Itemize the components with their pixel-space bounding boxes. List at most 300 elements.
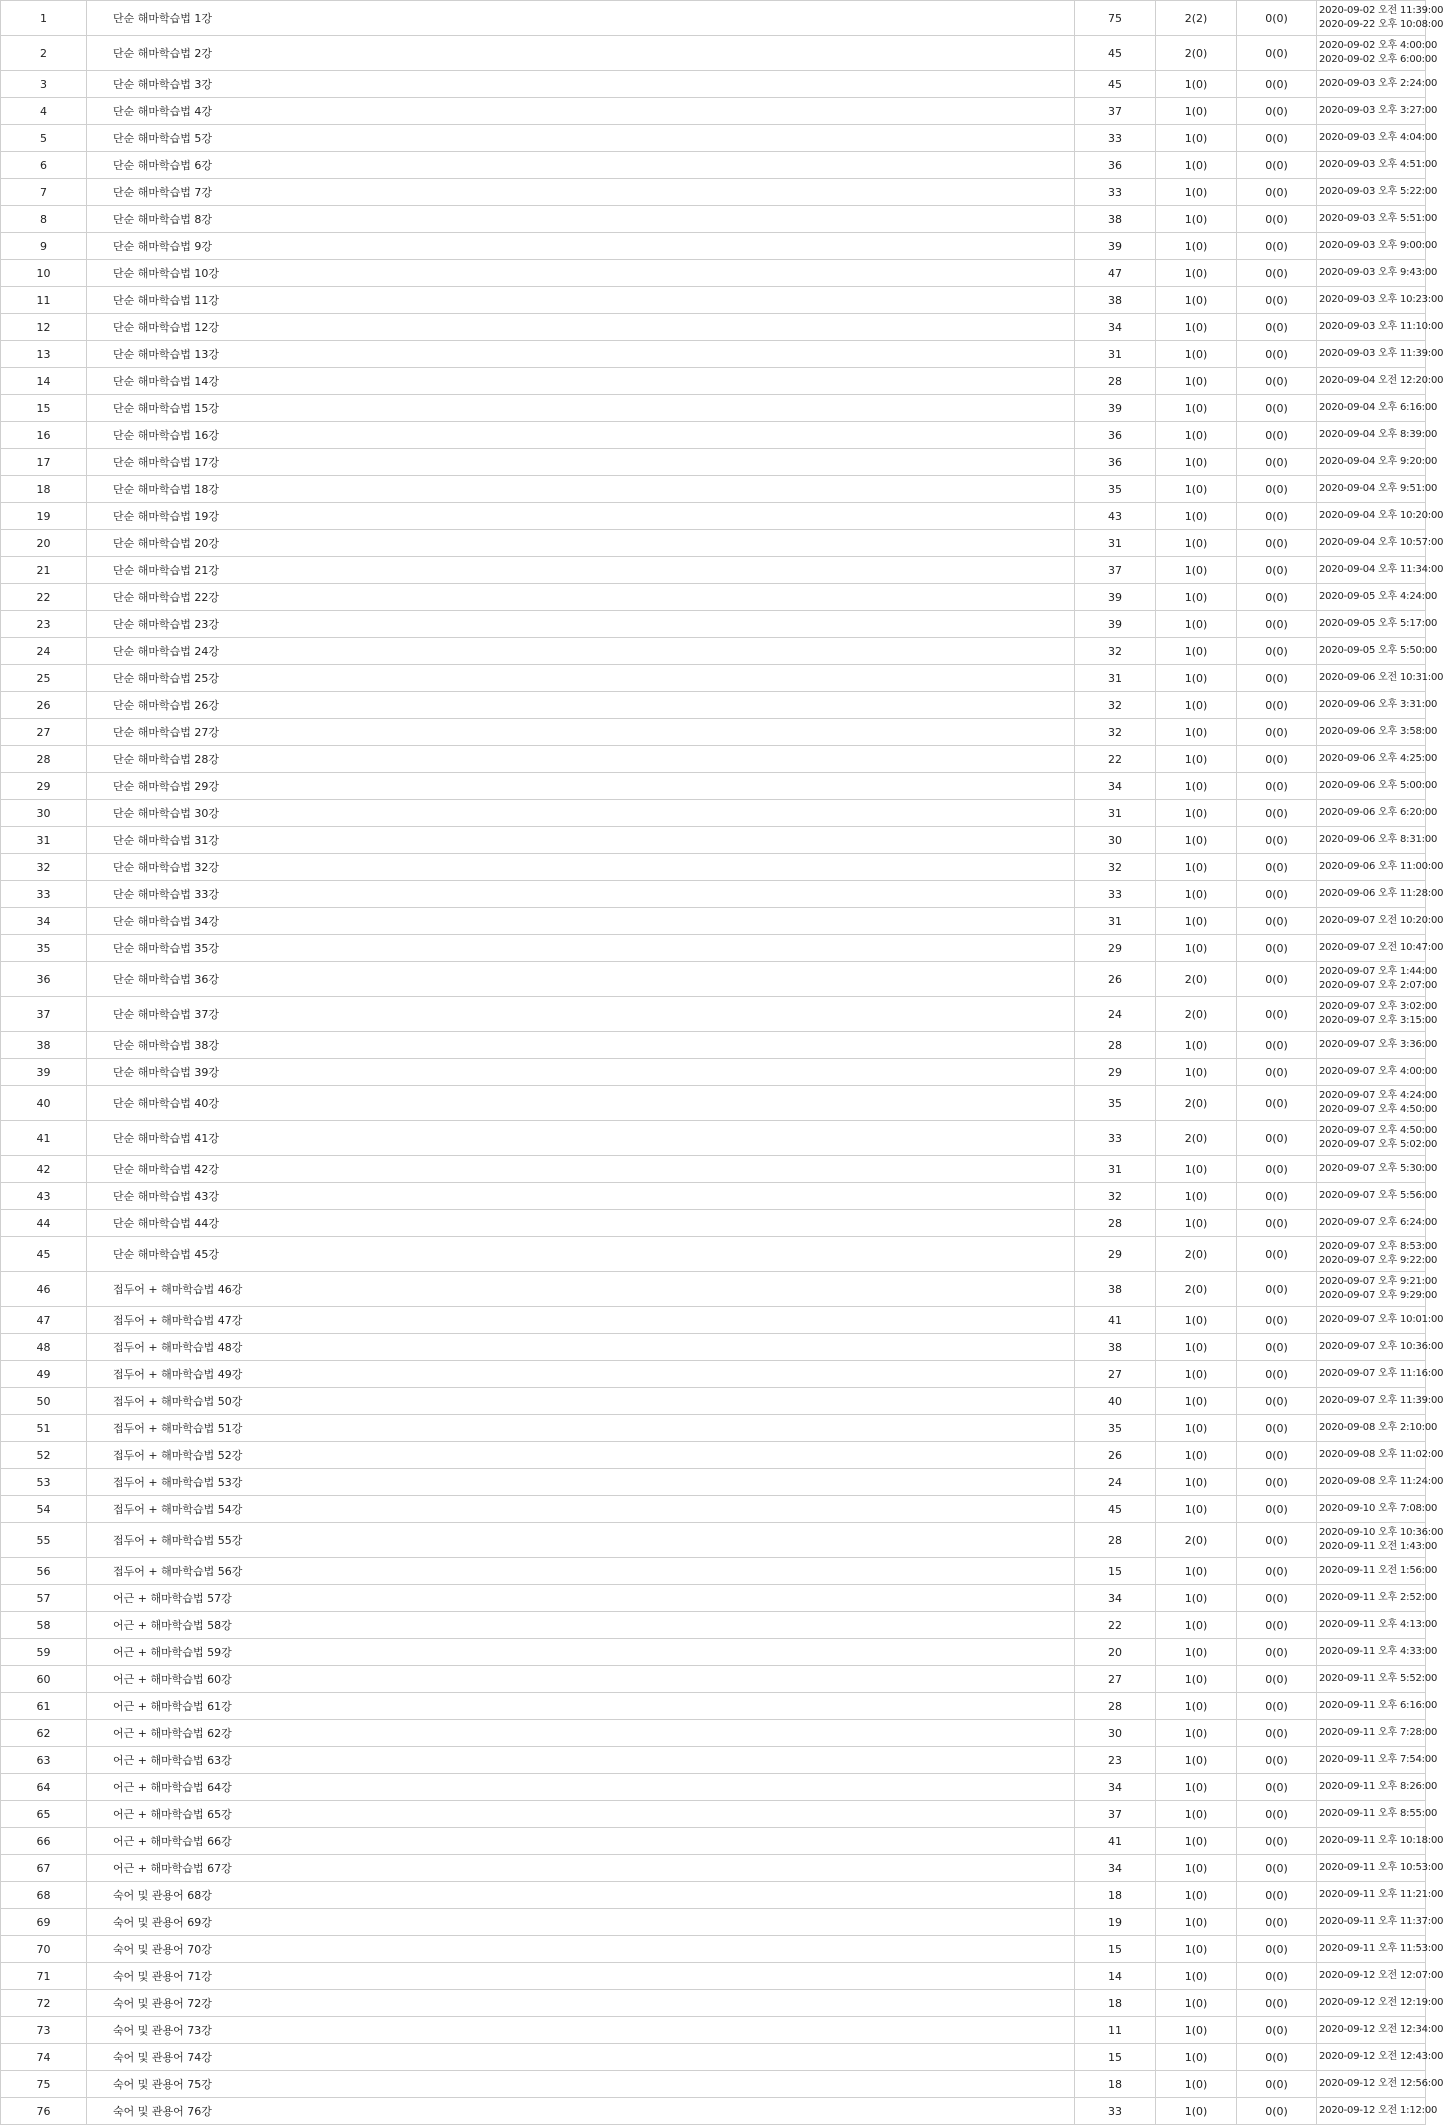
view-count: 1(0) [1156, 98, 1237, 125]
view-count: 2(0) [1156, 1237, 1237, 1272]
study-dates [1317, 233, 1438, 260]
lecture-duration: 39 [1075, 584, 1156, 611]
lecture-title: 단순 해마학습법 21강 [87, 557, 1075, 584]
row-number: 31 [1, 827, 87, 854]
question-count: 0(0) [1237, 800, 1317, 827]
table-row [1, 152, 1426, 179]
view-count: 1(0) [1156, 1774, 1237, 1801]
row-number: 35 [1, 935, 87, 962]
question-count: 0(0) [1237, 1936, 1317, 1963]
study-date: 2020-09-07 오전 10:20:00 [1319, 915, 1443, 926]
view-count: 2(0) [1156, 1523, 1237, 1558]
study-dates [1317, 1307, 1443, 1334]
lecture-duration: 38 [1075, 1334, 1156, 1361]
row-number: 56 [1, 1558, 87, 1585]
study-date: 2020-09-03 오후 5:51:00 [1319, 213, 1438, 224]
study-dates [1317, 2044, 1443, 2071]
study-date: 2020-09-03 오후 3:27:00 [1319, 105, 1438, 116]
row-number: 58 [1, 1612, 87, 1639]
lecture-title: 숙어 및 관용어 74강 [87, 2044, 1075, 2071]
table-row [1, 719, 1426, 746]
study-date: 2020-09-07 오후 4:50:00 [1319, 1104, 1438, 1115]
view-count: 2(0) [1156, 997, 1237, 1032]
view-count: 1(0) [1156, 287, 1237, 314]
view-count: 1(0) [1156, 638, 1237, 665]
study-date: 2020-09-03 오후 4:04:00 [1319, 132, 1438, 143]
question-count: 0(0) [1237, 908, 1317, 935]
study-dates [1317, 206, 1438, 233]
row-number: 46 [1, 1272, 87, 1307]
lecture-duration: 39 [1075, 611, 1156, 638]
table-row [1, 1183, 1426, 1210]
lecture-title: 어근 + 해마학습법 57강 [87, 1585, 1075, 1612]
study-dates [1317, 1666, 1438, 1693]
study-dates [1317, 935, 1443, 962]
question-count: 0(0) [1237, 1237, 1317, 1272]
study-date: 2020-09-12 오전 12:07:00 [1319, 1970, 1443, 1981]
lecture-title: 단순 해마학습법 8강 [87, 206, 1075, 233]
question-count: 0(0) [1237, 98, 1317, 125]
table-row [1, 1882, 1426, 1909]
study-date: 2020-09-11 오후 4:33:00 [1319, 1646, 1438, 1657]
question-count: 0(0) [1237, 1963, 1317, 1990]
lecture-title: 접두어 + 해마학습법 52강 [87, 1442, 1075, 1469]
lecture-title: 단순 해마학습법 38강 [87, 1032, 1075, 1059]
study-dates [1317, 36, 1438, 71]
question-count: 0(0) [1237, 881, 1317, 908]
table-row [1, 1855, 1426, 1882]
table-row [1, 1666, 1426, 1693]
study-date: 2020-09-11 오후 4:13:00 [1319, 1619, 1438, 1630]
lecture-duration: 28 [1075, 1032, 1156, 1059]
table-row [1, 1693, 1426, 1720]
view-count: 1(0) [1156, 2044, 1237, 2071]
study-date: 2020-09-10 오후 10:36:00 [1319, 1527, 1443, 1538]
table-row [1, 98, 1426, 125]
row-number: 52 [1, 1442, 87, 1469]
question-count: 0(0) [1237, 449, 1317, 476]
view-count: 1(0) [1156, 1558, 1237, 1585]
row-number: 76 [1, 2098, 87, 2125]
lecture-duration: 14 [1075, 1963, 1156, 1990]
lecture-duration: 24 [1075, 997, 1156, 1032]
row-number: 57 [1, 1585, 87, 1612]
view-count: 1(0) [1156, 1639, 1237, 1666]
question-count: 0(0) [1237, 341, 1317, 368]
table-row [1, 449, 1426, 476]
lecture-title: 단순 해마학습법 28강 [87, 746, 1075, 773]
study-date: 2020-09-02 오전 11:39:00 [1319, 5, 1443, 16]
row-number: 6 [1, 152, 87, 179]
lecture-title: 단순 해마학습법 9강 [87, 233, 1075, 260]
lecture-duration: 22 [1075, 1612, 1156, 1639]
lecture-duration: 28 [1075, 1523, 1156, 1558]
view-count: 2(0) [1156, 1272, 1237, 1307]
lecture-duration: 39 [1075, 233, 1156, 260]
table-row [1, 1237, 1426, 1272]
lecture-duration: 35 [1075, 476, 1156, 503]
lecture-duration: 41 [1075, 1307, 1156, 1334]
question-count: 0(0) [1237, 1882, 1317, 1909]
lecture-title: 단순 해마학습법 10강 [87, 260, 1075, 287]
table-row [1, 1059, 1426, 1086]
study-date: 2020-09-04 오후 9:51:00 [1319, 483, 1438, 494]
question-count: 0(0) [1237, 314, 1317, 341]
study-dates [1317, 1828, 1443, 1855]
study-date: 2020-09-08 오후 11:02:00 [1319, 1449, 1443, 1460]
question-count: 0(0) [1237, 1801, 1317, 1828]
row-number: 54 [1, 1496, 87, 1523]
row-number: 12 [1, 314, 87, 341]
study-date: 2020-09-05 오후 5:50:00 [1319, 645, 1438, 656]
view-count: 1(0) [1156, 260, 1237, 287]
lecture-title: 단순 해마학습법 36강 [87, 962, 1075, 997]
study-date: 2020-09-06 오전 10:31:00 [1319, 672, 1443, 683]
lecture-title: 어근 + 해마학습법 67강 [87, 1855, 1075, 1882]
lecture-duration: 22 [1075, 746, 1156, 773]
study-dates [1317, 1558, 1438, 1585]
view-count: 1(0) [1156, 935, 1237, 962]
view-count: 1(0) [1156, 1156, 1237, 1183]
lecture-title: 어근 + 해마학습법 59강 [87, 1639, 1075, 1666]
study-dates [1317, 260, 1438, 287]
table-row [1, 1828, 1426, 1855]
table-row [1, 665, 1426, 692]
question-count: 0(0) [1237, 719, 1317, 746]
question-count: 0(0) [1237, 773, 1317, 800]
study-dates [1317, 997, 1438, 1032]
question-count: 0(0) [1237, 1639, 1317, 1666]
lecture-title: 숙어 및 관용어 73강 [87, 2017, 1075, 2044]
question-count: 0(0) [1237, 854, 1317, 881]
lecture-title: 어근 + 해마학습법 63강 [87, 1747, 1075, 1774]
lecture-title: 단순 해마학습법 4강 [87, 98, 1075, 125]
question-count: 0(0) [1237, 1909, 1317, 1936]
study-dates [1317, 881, 1443, 908]
lecture-duration: 24 [1075, 1469, 1156, 1496]
lecture-duration: 26 [1075, 962, 1156, 997]
study-dates [1317, 2098, 1438, 2125]
lecture-title: 접두어 + 해마학습법 46강 [87, 1272, 1075, 1307]
lecture-duration: 31 [1075, 1156, 1156, 1183]
study-date: 2020-09-11 오후 5:52:00 [1319, 1673, 1438, 1684]
lecture-title: 어근 + 해마학습법 62강 [87, 1720, 1075, 1747]
lecture-duration: 33 [1075, 2098, 1156, 2125]
lecture-duration: 33 [1075, 1121, 1156, 1156]
row-number: 51 [1, 1415, 87, 1442]
question-count: 0(0) [1237, 1307, 1317, 1334]
lecture-title: 단순 해마학습법 25강 [87, 665, 1075, 692]
study-date: 2020-09-12 오전 12:19:00 [1319, 1997, 1443, 2008]
lecture-title: 단순 해마학습법 31강 [87, 827, 1075, 854]
row-number: 17 [1, 449, 87, 476]
lecture-title: 단순 해마학습법 34강 [87, 908, 1075, 935]
lecture-duration: 31 [1075, 665, 1156, 692]
table-row [1, 1963, 1426, 1990]
view-count: 1(0) [1156, 206, 1237, 233]
study-date: 2020-09-04 오후 11:34:00 [1319, 564, 1443, 575]
question-count: 0(0) [1237, 1693, 1317, 1720]
lecture-duration: 37 [1075, 557, 1156, 584]
study-date: 2020-09-04 오후 10:57:00 [1319, 537, 1443, 548]
lecture-duration: 33 [1075, 125, 1156, 152]
question-count: 0(0) [1237, 1523, 1317, 1558]
view-count: 1(0) [1156, 773, 1237, 800]
table-row [1, 746, 1426, 773]
row-number: 53 [1, 1469, 87, 1496]
row-number: 4 [1, 98, 87, 125]
row-number: 41 [1, 1121, 87, 1156]
study-date: 2020-09-03 오후 9:00:00 [1319, 240, 1438, 251]
lecture-duration: 26 [1075, 1442, 1156, 1469]
question-count: 0(0) [1237, 557, 1317, 584]
lecture-title: 접두어 + 해마학습법 51강 [87, 1415, 1075, 1442]
study-dates [1317, 1612, 1438, 1639]
lecture-title: 숙어 및 관용어 69강 [87, 1909, 1075, 1936]
lecture-duration: 45 [1075, 1496, 1156, 1523]
study-date: 2020-09-07 오후 5:02:00 [1319, 1139, 1438, 1150]
question-count: 0(0) [1237, 1774, 1317, 1801]
row-number: 11 [1, 287, 87, 314]
view-count: 1(0) [1156, 557, 1237, 584]
view-count: 1(0) [1156, 2071, 1237, 2098]
study-dates [1317, 1909, 1443, 1936]
question-count: 0(0) [1237, 125, 1317, 152]
view-count: 1(0) [1156, 1882, 1237, 1909]
view-count: 1(0) [1156, 1496, 1237, 1523]
study-date: 2020-09-07 오후 1:44:00 [1319, 966, 1438, 977]
lecture-title: 단순 해마학습법 30강 [87, 800, 1075, 827]
study-dates [1317, 1855, 1443, 1882]
lecture-title: 단순 해마학습법 24강 [87, 638, 1075, 665]
study-date: 2020-09-06 오후 5:00:00 [1319, 780, 1438, 791]
lecture-title: 단순 해마학습법 23강 [87, 611, 1075, 638]
table-row [1, 1801, 1426, 1828]
lecture-title: 단순 해마학습법 35강 [87, 935, 1075, 962]
lecture-duration: 41 [1075, 1828, 1156, 1855]
study-dates [1317, 1936, 1443, 1963]
lecture-duration: 38 [1075, 206, 1156, 233]
lecture-title: 단순 해마학습법 19강 [87, 503, 1075, 530]
lecture-title: 단순 해마학습법 39강 [87, 1059, 1075, 1086]
lecture-duration: 34 [1075, 1855, 1156, 1882]
row-number: 47 [1, 1307, 87, 1334]
study-dates [1317, 314, 1443, 341]
study-date: 2020-09-03 오후 11:10:00 [1319, 321, 1443, 332]
question-count: 0(0) [1237, 638, 1317, 665]
row-number: 28 [1, 746, 87, 773]
view-count: 1(0) [1156, 800, 1237, 827]
row-number: 75 [1, 2071, 87, 2098]
question-count: 0(0) [1237, 1086, 1317, 1121]
table-row [1, 1334, 1426, 1361]
row-number: 1 [1, 1, 87, 36]
lecture-duration: 34 [1075, 773, 1156, 800]
row-number: 60 [1, 1666, 87, 1693]
row-number: 68 [1, 1882, 87, 1909]
study-date: 2020-09-03 오후 5:22:00 [1319, 186, 1438, 197]
study-dates [1317, 1237, 1438, 1272]
study-dates [1317, 1882, 1443, 1909]
lecture-duration: 18 [1075, 1882, 1156, 1909]
row-number: 40 [1, 1086, 87, 1121]
study-date: 2020-09-12 오전 12:34:00 [1319, 2024, 1443, 2035]
study-date: 2020-09-03 오후 2:24:00 [1319, 78, 1438, 89]
view-count: 2(0) [1156, 1121, 1237, 1156]
study-dates [1317, 827, 1438, 854]
study-date: 2020-09-06 오후 11:28:00 [1319, 888, 1443, 899]
question-count: 0(0) [1237, 1210, 1317, 1237]
row-number: 67 [1, 1855, 87, 1882]
table-row [1, 773, 1426, 800]
lecture-title: 단순 해마학습법 26강 [87, 692, 1075, 719]
lecture-duration: 32 [1075, 638, 1156, 665]
table-row [1, 557, 1426, 584]
lecture-duration: 30 [1075, 1720, 1156, 1747]
view-count: 1(0) [1156, 395, 1237, 422]
study-dates [1317, 1747, 1438, 1774]
study-dates [1317, 719, 1438, 746]
question-count: 0(0) [1237, 36, 1317, 71]
study-date: 2020-09-07 오후 11:16:00 [1319, 1368, 1443, 1379]
row-number: 33 [1, 881, 87, 908]
table-row [1, 1210, 1426, 1237]
view-count: 1(0) [1156, 503, 1237, 530]
row-number: 65 [1, 1801, 87, 1828]
lecture-title: 어근 + 해마학습법 58강 [87, 1612, 1075, 1639]
view-count: 1(0) [1156, 611, 1237, 638]
study-dates [1317, 1801, 1438, 1828]
view-count: 1(0) [1156, 179, 1237, 206]
view-count: 1(0) [1156, 152, 1237, 179]
study-dates [1317, 71, 1438, 98]
lecture-title: 단순 해마학습법 18강 [87, 476, 1075, 503]
row-number: 32 [1, 854, 87, 881]
view-count: 1(0) [1156, 1990, 1237, 2017]
row-number: 38 [1, 1032, 87, 1059]
lecture-title: 접두어 + 해마학습법 54강 [87, 1496, 1075, 1523]
question-count: 0(0) [1237, 1855, 1317, 1882]
lecture-duration: 32 [1075, 1183, 1156, 1210]
lecture-title: 숙어 및 관용어 75강 [87, 2071, 1075, 2098]
lecture-duration: 30 [1075, 827, 1156, 854]
study-date: 2020-09-03 오후 4:51:00 [1319, 159, 1438, 170]
table-row [1, 2098, 1426, 2125]
question-count: 0(0) [1237, 503, 1317, 530]
view-count: 1(0) [1156, 1388, 1237, 1415]
question-count: 0(0) [1237, 1828, 1317, 1855]
study-dates [1317, 557, 1443, 584]
lecture-duration: 45 [1075, 36, 1156, 71]
lecture-title: 접두어 + 해마학습법 53강 [87, 1469, 1075, 1496]
row-number: 15 [1, 395, 87, 422]
lecture-duration: 36 [1075, 449, 1156, 476]
study-date: 2020-09-12 오전 12:56:00 [1319, 2078, 1443, 2089]
question-count: 0(0) [1237, 1747, 1317, 1774]
lecture-title: 단순 해마학습법 1강 [87, 1, 1075, 36]
study-date: 2020-09-07 오후 3:02:00 [1319, 1001, 1438, 1012]
lecture-duration: 39 [1075, 395, 1156, 422]
study-dates [1317, 584, 1438, 611]
question-count: 0(0) [1237, 1496, 1317, 1523]
row-number: 27 [1, 719, 87, 746]
study-dates [1317, 1361, 1443, 1388]
view-count: 1(0) [1156, 125, 1237, 152]
lecture-title: 숙어 및 관용어 76강 [87, 2098, 1075, 2125]
question-count: 0(0) [1237, 1558, 1317, 1585]
lecture-duration: 15 [1075, 1936, 1156, 1963]
question-count: 0(0) [1237, 827, 1317, 854]
study-date: 2020-09-11 오후 2:52:00 [1319, 1592, 1438, 1603]
view-count: 1(0) [1156, 1442, 1237, 1469]
view-count: 2(0) [1156, 1086, 1237, 1121]
lecture-title: 접두어 + 해마학습법 49강 [87, 1361, 1075, 1388]
question-count: 0(0) [1237, 1334, 1317, 1361]
study-dates [1317, 800, 1438, 827]
table-row [1, 1086, 1426, 1121]
row-number: 24 [1, 638, 87, 665]
study-date: 2020-09-06 오후 11:00:00 [1319, 861, 1443, 872]
study-date: 2020-09-04 오후 6:16:00 [1319, 402, 1438, 413]
study-dates [1317, 665, 1443, 692]
table-row [1, 827, 1426, 854]
table-row [1, 1156, 1426, 1183]
question-count: 0(0) [1237, 1388, 1317, 1415]
study-dates [1317, 1639, 1438, 1666]
row-number: 50 [1, 1388, 87, 1415]
study-dates [1317, 692, 1438, 719]
view-count: 1(0) [1156, 1693, 1237, 1720]
lecture-duration: 45 [1075, 71, 1156, 98]
question-count: 0(0) [1237, 2071, 1317, 2098]
study-date: 2020-09-04 오후 9:20:00 [1319, 456, 1438, 467]
lecture-duration: 38 [1075, 1272, 1156, 1307]
lecture-title: 단순 해마학습법 42강 [87, 1156, 1075, 1183]
row-number: 37 [1, 997, 87, 1032]
study-dates [1317, 1415, 1438, 1442]
row-number: 2 [1, 36, 87, 71]
view-count: 1(0) [1156, 1909, 1237, 1936]
row-number: 61 [1, 1693, 87, 1720]
row-number: 14 [1, 368, 87, 395]
view-count: 1(0) [1156, 1585, 1237, 1612]
view-count: 1(0) [1156, 1936, 1237, 1963]
view-count: 1(0) [1156, 908, 1237, 935]
lecture-title: 접두어 + 해마학습법 48강 [87, 1334, 1075, 1361]
lecture-duration: 75 [1075, 1, 1156, 36]
table-row [1, 692, 1426, 719]
row-number: 45 [1, 1237, 87, 1272]
study-dates [1317, 773, 1438, 800]
question-count: 0(0) [1237, 1666, 1317, 1693]
question-count: 0(0) [1237, 1415, 1317, 1442]
view-count: 1(0) [1156, 422, 1237, 449]
view-count: 1(0) [1156, 314, 1237, 341]
row-number: 5 [1, 125, 87, 152]
view-count: 1(0) [1156, 233, 1237, 260]
study-dates [1317, 341, 1443, 368]
study-dates [1317, 854, 1443, 881]
row-number: 70 [1, 1936, 87, 1963]
study-date: 2020-09-07 오후 2:07:00 [1319, 980, 1438, 991]
study-dates [1317, 152, 1438, 179]
study-dates [1317, 962, 1438, 997]
table-row [1, 1442, 1426, 1469]
question-count: 0(0) [1237, 2044, 1317, 2071]
table-row [1, 179, 1426, 206]
study-date: 2020-09-03 오후 10:23:00 [1319, 294, 1443, 305]
question-count: 0(0) [1237, 179, 1317, 206]
